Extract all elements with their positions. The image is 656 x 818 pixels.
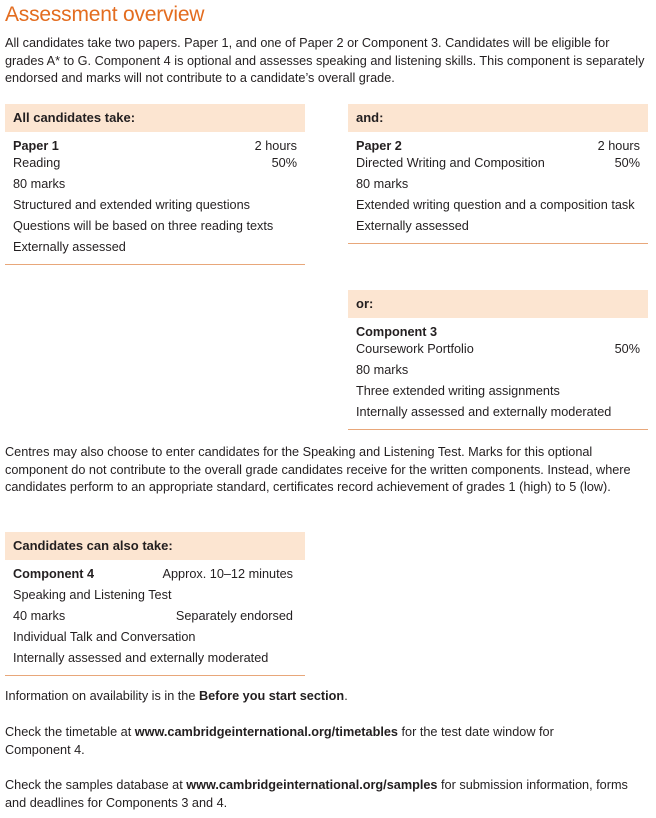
note-text: Check the samples database at	[5, 778, 187, 792]
section-reference: Before you start section	[198, 689, 345, 703]
component-duration: 2 hours	[597, 139, 640, 153]
component-marks: 80 marks	[13, 177, 66, 191]
component-weight: 50%	[614, 156, 640, 170]
component-duration: 2 hours	[254, 139, 297, 153]
note-text: .	[344, 689, 348, 703]
component-title-row	[13, 138, 297, 155]
component-detail: Extended writing question and a composition task	[356, 198, 635, 212]
component-detail: Three extended writing assignments	[356, 384, 560, 398]
note-text: Information on availability is in the	[5, 689, 199, 703]
component-title-row	[356, 138, 640, 155]
box-body	[5, 560, 305, 676]
component-name: Component 3	[356, 325, 438, 339]
box-heading: and:	[348, 104, 648, 132]
box-and	[348, 104, 648, 244]
box-heading: All candidates take:	[5, 104, 305, 132]
component-subtitle: Reading	[13, 156, 61, 170]
component-name: Component 4	[13, 567, 95, 581]
box-heading: or:	[348, 290, 648, 318]
component-detail: Internally assessed and externally moderated	[356, 405, 612, 419]
component-subtitle-row	[356, 155, 640, 172]
component-subtitle-row	[13, 155, 297, 172]
availability-note	[5, 688, 645, 706]
box-or	[348, 290, 648, 430]
samples-note	[5, 777, 645, 812]
component-subtitle: Coursework Portfolio	[356, 342, 474, 356]
component-detail: Structured and extended writing questions	[13, 198, 250, 212]
note-text: for submission information, forms and deadlines for Components 3 and 4.	[5, 778, 628, 810]
timetable-link[interactable]: www.cambridgeinternational.org/timetables	[134, 725, 398, 739]
component-detail: Individual Talk and Conversation	[13, 630, 196, 644]
component-name: Paper 1	[13, 139, 59, 153]
note-text: Check the timetable at	[5, 725, 135, 739]
samples-link[interactable]: www.cambridgeinternational.org/samples	[186, 778, 438, 792]
note-text: for the test date window for Component 4.	[5, 725, 554, 757]
component-detail: Internally assessed and externally moderated	[13, 651, 269, 665]
component-weight: 50%	[614, 342, 640, 356]
component-subtitle: Directed Writing and Composition	[356, 156, 545, 170]
component-detail: Externally assessed	[356, 219, 469, 233]
component-weight: 50%	[271, 156, 297, 170]
box-body	[348, 318, 648, 430]
component-title-row	[13, 566, 293, 583]
component-detail: Questions will be based on three reading texts	[13, 219, 274, 233]
component-marks: 40 marks	[13, 609, 66, 623]
timetable-note	[5, 724, 605, 759]
intro-paragraph: All candidates take two papers. Paper 1, and one of Paper 2 or Component 3. Candidates will be eligible for grades A* to G. Component 4 is optional and assesses speaking and listening skills. This component is separately endorsed and marks will not contribute to a candidate’s overall grade.	[5, 36, 645, 85]
box-all-candidates	[5, 104, 305, 265]
speaking-paragraph: Centres may also choose to enter candidates for the Speaking and Listening Test. Marks for this optional component do not contribute to the overall grade candidates receive for the written components. Instead, where candidates perform to an appropriate standard, certificates record achievement of grades 1 (high) to 5 (low).	[5, 445, 631, 494]
component-marks: 80 marks	[356, 363, 409, 377]
component-detail: Externally assessed	[13, 240, 126, 254]
component-subtitle-row	[356, 341, 640, 358]
box-heading: Candidates can also take:	[5, 532, 305, 560]
component-name: Paper 2	[356, 139, 402, 153]
box-also-take	[5, 532, 305, 676]
component-endorsement: Separately endorsed	[175, 609, 293, 623]
component-marks-row	[13, 608, 293, 625]
component-duration: Approx. 10–12 minutes	[162, 567, 293, 581]
page-title: Assessment overview	[5, 3, 205, 26]
box-body	[5, 132, 305, 265]
component-subtitle: Speaking and Listening Test	[13, 588, 172, 602]
component-title-row	[356, 324, 640, 341]
box-body	[348, 132, 648, 244]
component-marks: 80 marks	[356, 177, 409, 191]
